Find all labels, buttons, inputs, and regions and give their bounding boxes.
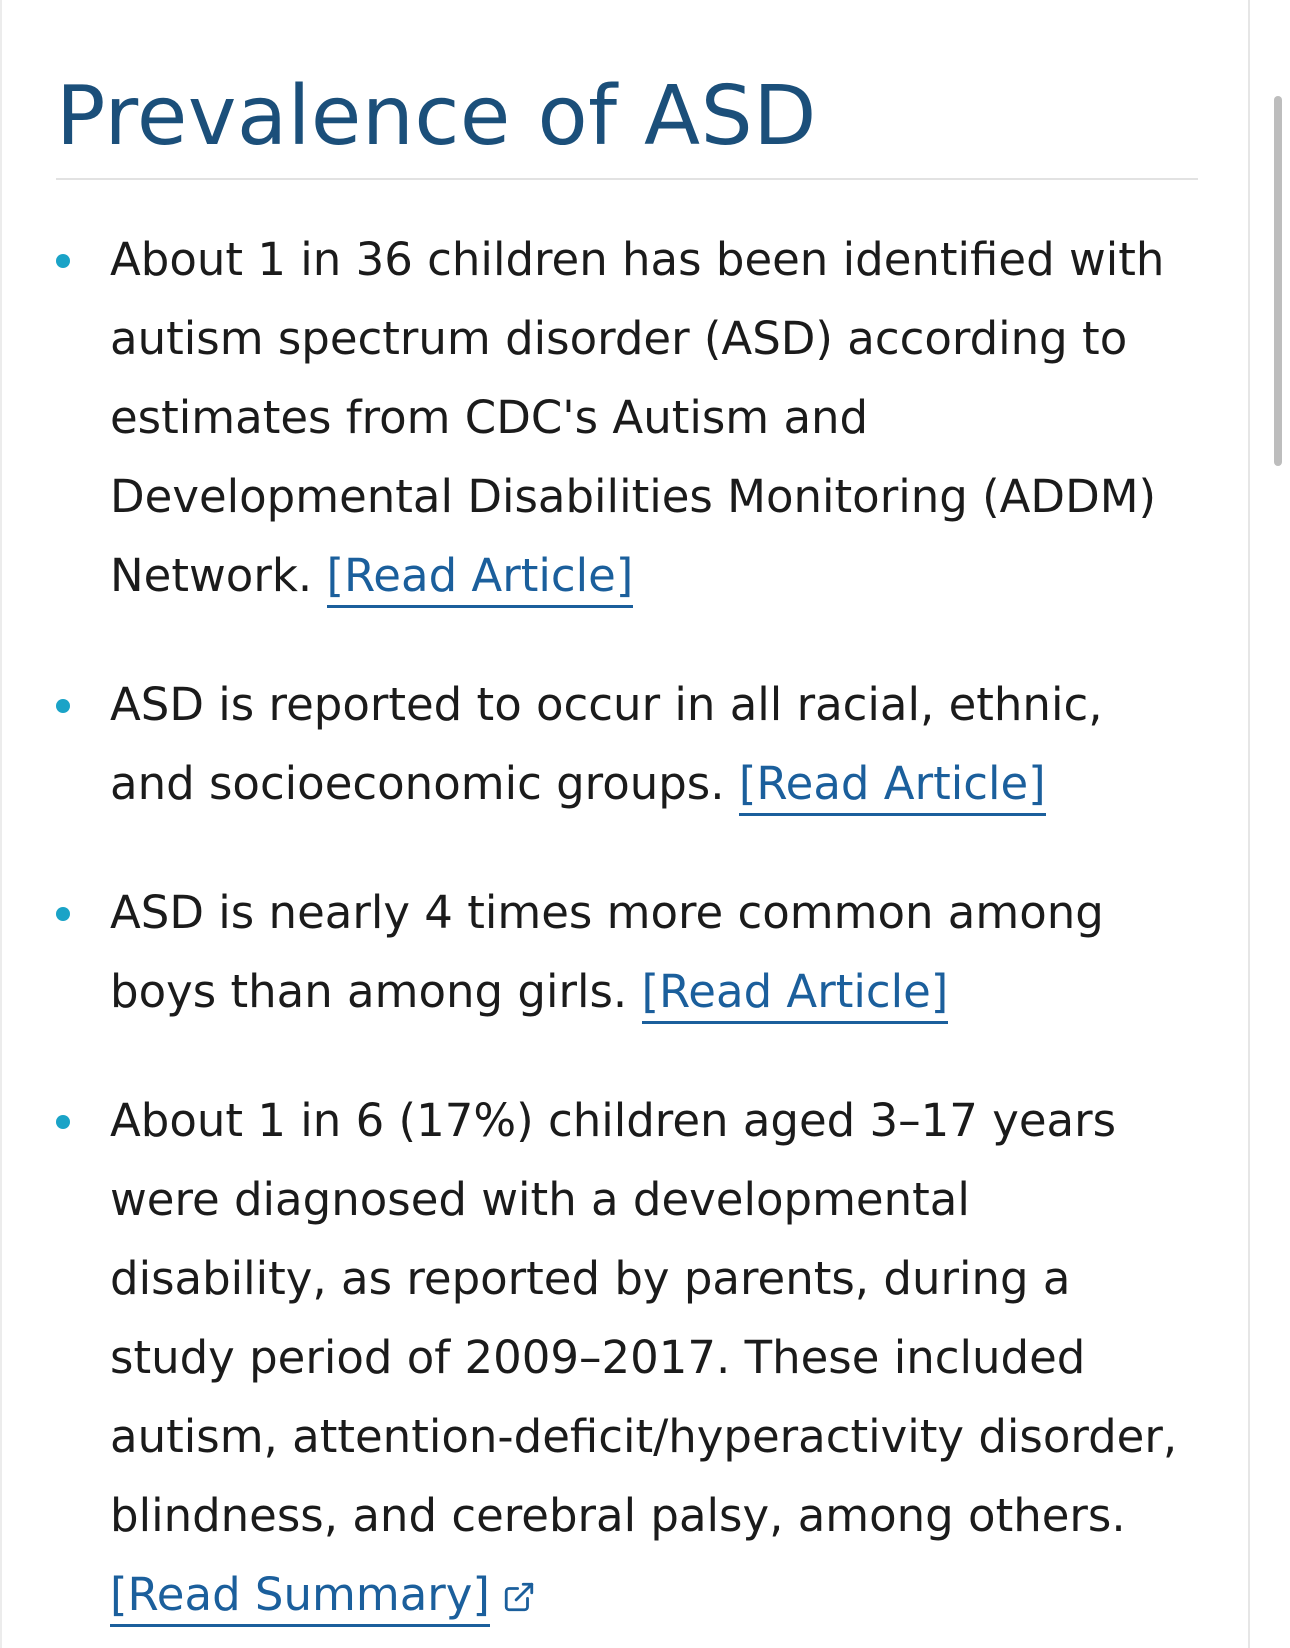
fact-item-4 — [56, 1081, 1198, 1638]
bullet-dot-icon — [56, 254, 70, 268]
fact-text-2: ASD is reported to occur in all racial, ethnic, and socioeconomic groups. — [110, 678, 1103, 810]
read-article-link-3[interactable]: [Read Article] — [642, 965, 949, 1024]
fact-item-3 — [56, 873, 1198, 1031]
title-divider — [56, 178, 1198, 180]
fact-list — [56, 220, 1198, 1638]
fact-text-4: About 1 in 6 (17%) children aged 3–17 years were diagnosed with a developmental disability, as reported by parents, during a study period of 2009–2017. These included autism, attention-deficit/hyperactivity disorder, blindness, and cerebral palsy, among others. — [110, 1094, 1178, 1542]
prevalence-section — [56, 62, 1198, 1638]
fact-item-2 — [56, 665, 1198, 823]
read-summary-link[interactable]: [Read Summary] — [110, 1568, 490, 1627]
bullet-dot-icon — [56, 699, 70, 713]
read-article-link-2[interactable]: [Read Article] — [739, 757, 1046, 816]
fact-item-1 — [56, 220, 1198, 615]
bullet-dot-icon — [56, 1115, 70, 1129]
fact-text-3: ASD is nearly 4 times more common among boys than among girls. — [110, 886, 1104, 1018]
read-article-link-1[interactable]: [Read Article] — [327, 549, 634, 608]
section-title: Prevalence of ASD — [56, 69, 817, 164]
vertical-scrollbar[interactable] — [1274, 96, 1282, 466]
bullet-dot-icon — [56, 907, 70, 921]
external-link-icon[interactable] — [502, 1559, 536, 1638]
fact-text-1: About 1 in 36 children has been identified with autism spectrum disorder (ASD) according to estimates from CDC's Autism and Developmental Disabilities Monitoring (ADDM) Network. — [110, 233, 1165, 602]
